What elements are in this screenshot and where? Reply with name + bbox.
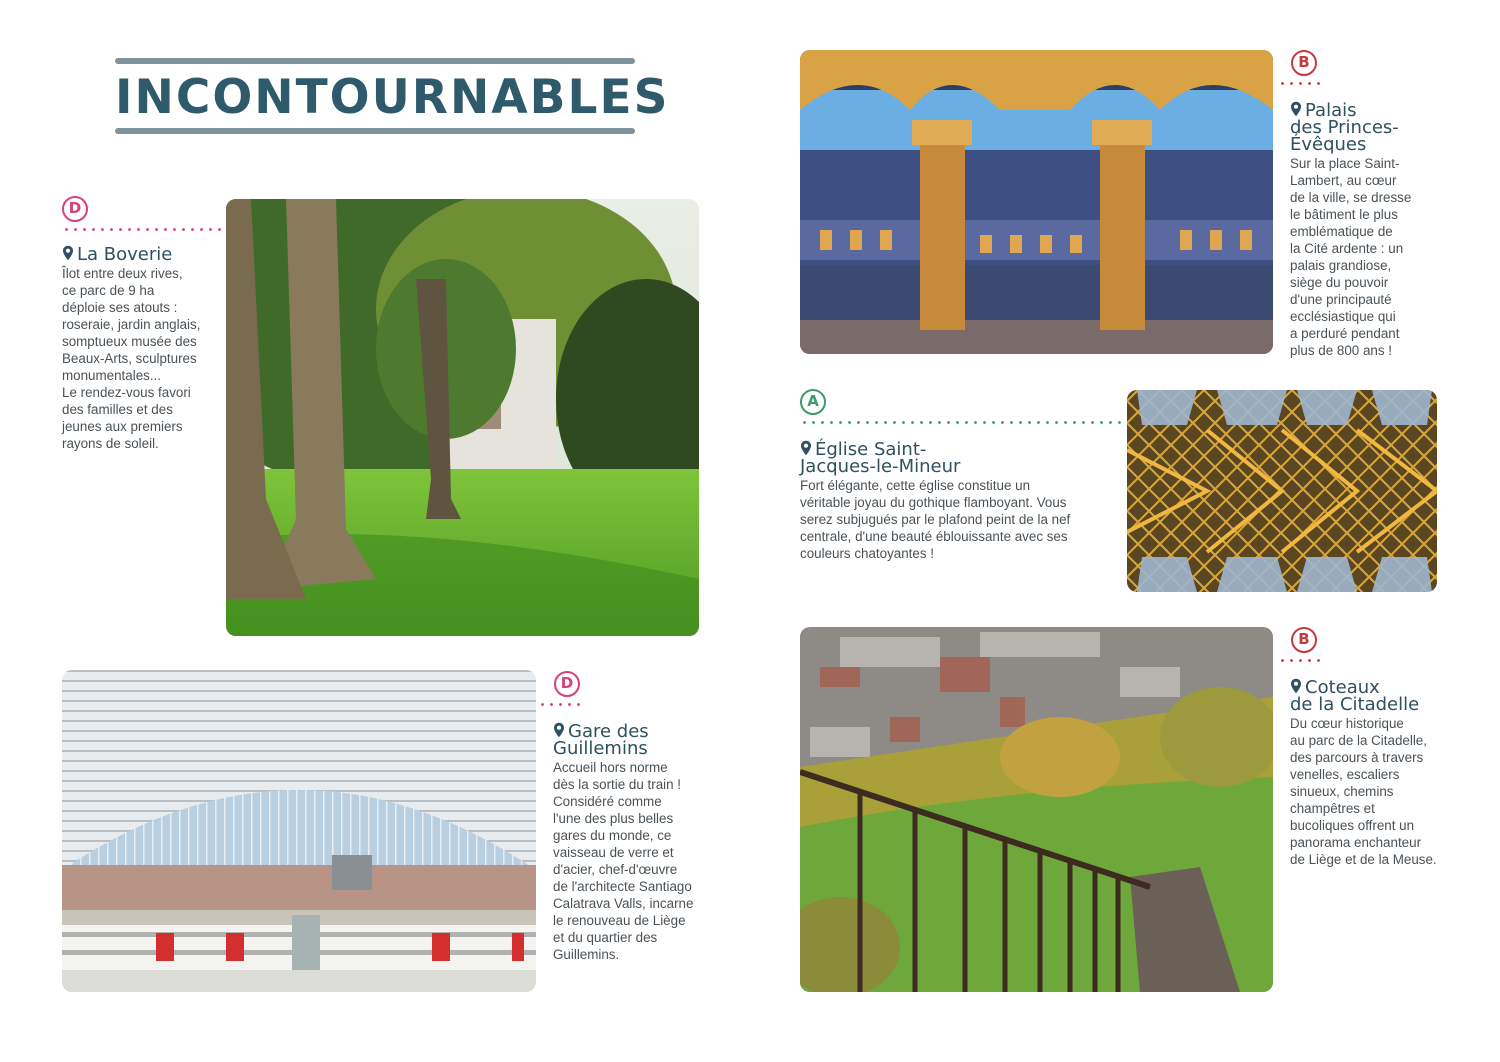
- map-pin-icon: [800, 440, 812, 456]
- title-block: [115, 58, 670, 138]
- map-zone-badge: A: [800, 389, 826, 415]
- map-pin-icon: [553, 722, 565, 738]
- photo-gare-des-guillemins: [62, 670, 536, 992]
- photo-coteaux-citadelle: [800, 627, 1273, 992]
- entry-la-boverie: [62, 245, 222, 452]
- entry-title: Palais des Princes- Évêques: [1290, 100, 1399, 155]
- entry-title: Église Saint- Jacques-le-Mineur: [800, 439, 961, 477]
- entry-title: La Boverie: [62, 245, 222, 263]
- map-zone-badge: B: [1291, 627, 1317, 653]
- entry-palais-princes-eveques: [1290, 101, 1450, 359]
- entry-eglise-saint-jacques: [800, 440, 1120, 562]
- entry-title: Gare des Guillemins: [553, 721, 649, 759]
- map-pin-icon: [62, 245, 74, 261]
- entry-description: Fort élégante, cette église constitue un véritable joyau du gothique flamboyant. Vous serez subjugués par le plafond peint de la nef centrale, d'une beauté éblouissante avec ses couleurs chatoyantes !: [800, 478, 1071, 561]
- entry-description: Accueil hors norme dès la sortie du train ! Considéré comme l'une des plus belles gares du monde, ce vaisseau de verre et d'acier, chef-d'œuvre de l'architecte Santiago Calatrava Valls, incarne le renouveau de Liège et du quartier des Guillemins.: [553, 760, 694, 962]
- map-zone-badge: D: [62, 196, 88, 222]
- entry-description: Sur la place Saint- Lambert, au cœur de la ville, se dresse le bâtiment le plus emblématique de la Cité ardente : un palais grandiose, siège du pouvoir d'une principauté ecclésiastique qui a perduré pendant plus de 800 ans !: [1290, 156, 1412, 358]
- title-rule-bottom: [115, 128, 635, 134]
- dotted-leader: [800, 421, 1126, 424]
- dotted-leader: [538, 703, 582, 706]
- title-rule-top: [115, 58, 635, 64]
- entry-description: Îlot entre deux rives, ce parc de 9 ha déploie ses atouts : roseraie, jardin anglais, somptueux musée des Beaux-Arts, sculptures monumentales... Le rendez-vous favori des familles et des jeunes aux premiers rayons de soleil.: [62, 266, 201, 451]
- entry-coteaux-citadelle: [1290, 678, 1460, 868]
- entry-description: Du cœur historique au parc de la Citadelle, des parcours à travers venelles, escaliers sinueux, chemins champêtres et bucoliques offrent un panorama enchanteur de Liège et de la Meuse.: [1290, 716, 1437, 867]
- map-pin-icon: [1290, 678, 1302, 694]
- dotted-leader: [1278, 82, 1320, 85]
- map-pin-icon: [1290, 101, 1302, 117]
- dotted-leader: [62, 228, 228, 231]
- photo-eglise-vaulted-ceiling: [1127, 390, 1437, 592]
- map-zone-badge: B: [1291, 50, 1317, 76]
- page-title: INCONTOURNABLES: [115, 70, 670, 125]
- photo-palais-princes-eveques: [800, 50, 1273, 354]
- map-zone-badge: D: [554, 671, 580, 697]
- photo-la-boverie-park: [226, 199, 699, 636]
- entry-gare-des-guillemins: [553, 722, 713, 963]
- entry-title: Coteaux de la Citadelle: [1290, 677, 1420, 715]
- dotted-leader: [1278, 659, 1320, 662]
